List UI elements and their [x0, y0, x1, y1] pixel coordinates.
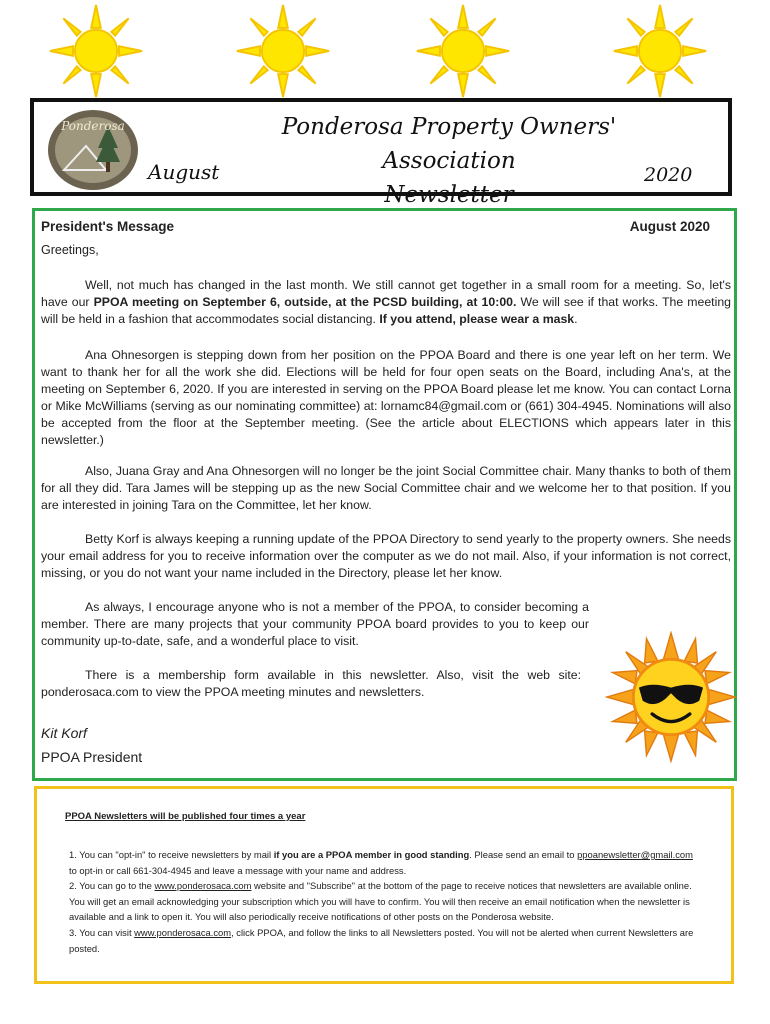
greeting: Greetings, — [41, 243, 99, 257]
website-link[interactable]: www.ponderosaca.com — [154, 880, 252, 892]
header-month: August — [148, 160, 220, 184]
paragraph-meeting: Well, not much has changed in the last month. We still cannot get together in a small room for a meeting. So, let's have our PPOA meeting on September 6, outside, at the PCSD building, at 10:00. We will see if that works. The meeting will be held in a fashion that accommodates social distancing. If you attend, please wear a mask. — [41, 278, 731, 326]
newsletter-header — [30, 98, 732, 208]
section-heading: President's Message — [41, 219, 175, 234]
list-item: 3. You can visit www.ponderosaca.com, click PPOA, and follow the links to all Newsletters posted. You will not be alerted when current Newsletters are posted. — [69, 926, 694, 954]
newsletter-title: Ponderosa Property Owners' Association Newsletter — [281, 114, 617, 208]
sun-icon — [612, 3, 708, 99]
newsletter-email-link[interactable]: ppoanewsletter@gmail.com — [577, 849, 693, 860]
sun-icon — [415, 3, 511, 99]
signature-name: Kit Korf — [41, 725, 87, 741]
paragraph-directory: Betty Korf is always keeping a running update of the PPOA Directory to send yearly to the property owners. She needs your email address for you to receive information over the computer as we do not mail. Also, if your information is not correct, missing, or you do not want your name included in the Directory, please let her know. — [41, 532, 731, 580]
sun-icon — [48, 3, 144, 99]
paragraph-membership: As always, I encourage anyone who is not a member of the PPOA, to consider becoming a member. There are many projects that your community PPOA board provides to you to keep our community up-to-date, safe, and a wonderful place to visit. — [41, 600, 589, 648]
sun-icon — [235, 3, 331, 99]
svg-text:Ponderosa: Ponderosa — [61, 119, 125, 133]
header-year: 2020 — [644, 164, 693, 186]
paragraph-website: There is a membership form available in this newsletter. Also, visit the web site: ponderosaca.com to view the PPOA meeting minutes and newsletters. — [41, 668, 581, 699]
ponderosa-logo — [46, 108, 140, 192]
paragraph-social-committee: Also, Juana Gray and Ana Ohnesorgen will no longer be the joint Social Committee chair. Many thanks to both of them for all they did. Tara James will be stepping up as the new Social Committee chair and we welcome her to that position. If you are interested in joining Tara on the Committee, let her know. — [41, 464, 731, 512]
presidents-message-box — [32, 208, 737, 781]
notice-list — [69, 847, 699, 956]
list-item: 2. You can go to the www.ponderosaca.com website and "Subscribe" at the bottom of the page to receive notices that newsletters are available online. You will get an email acknowledging your subscription which you will have to confirm. You will then receive an email notification when the newsletter is available and a link to open it. You will also periodically receive notifications of other posts on the Ponderosa website. — [69, 880, 692, 923]
section-date: August 2020 — [629, 219, 710, 234]
notice-heading: PPOA Newsletters will be published four times a year — [65, 811, 306, 822]
newsletter-notice-box — [34, 786, 734, 984]
signature-title: PPOA President — [41, 749, 143, 765]
sun-with-sunglasses-icon — [605, 631, 737, 763]
paragraph-elections: Ana Ohnesorgen is stepping down from her position on the PPOA Board and there is one year left on her term. We want to thank her for all the work she did. Elections will be held for four open seats on the Board, including Ana's, at the meeting on September 6, 2020. If you are interested in serving on the PPOA Board please let me know. You can contact Lorna or Mike McWilliams (serving as our nominating committee) at: lornamc84@gmail.com or (661) 304-4945. Nominations will also be accepted from the floor at the September meeting. (See the article about ELECTIONS which appears later in this newsletter.) — [41, 348, 731, 447]
website-link[interactable]: www.ponderosaca.com — [134, 926, 232, 938]
list-item: 1. You can "opt-in" to receive newsletters by mail if you are a PPOA member in good standing. Please send an email to ppoanewsletter@gmail.com to opt-in or call 661-304-4945 and leave a message with your name and address. — [69, 849, 693, 876]
